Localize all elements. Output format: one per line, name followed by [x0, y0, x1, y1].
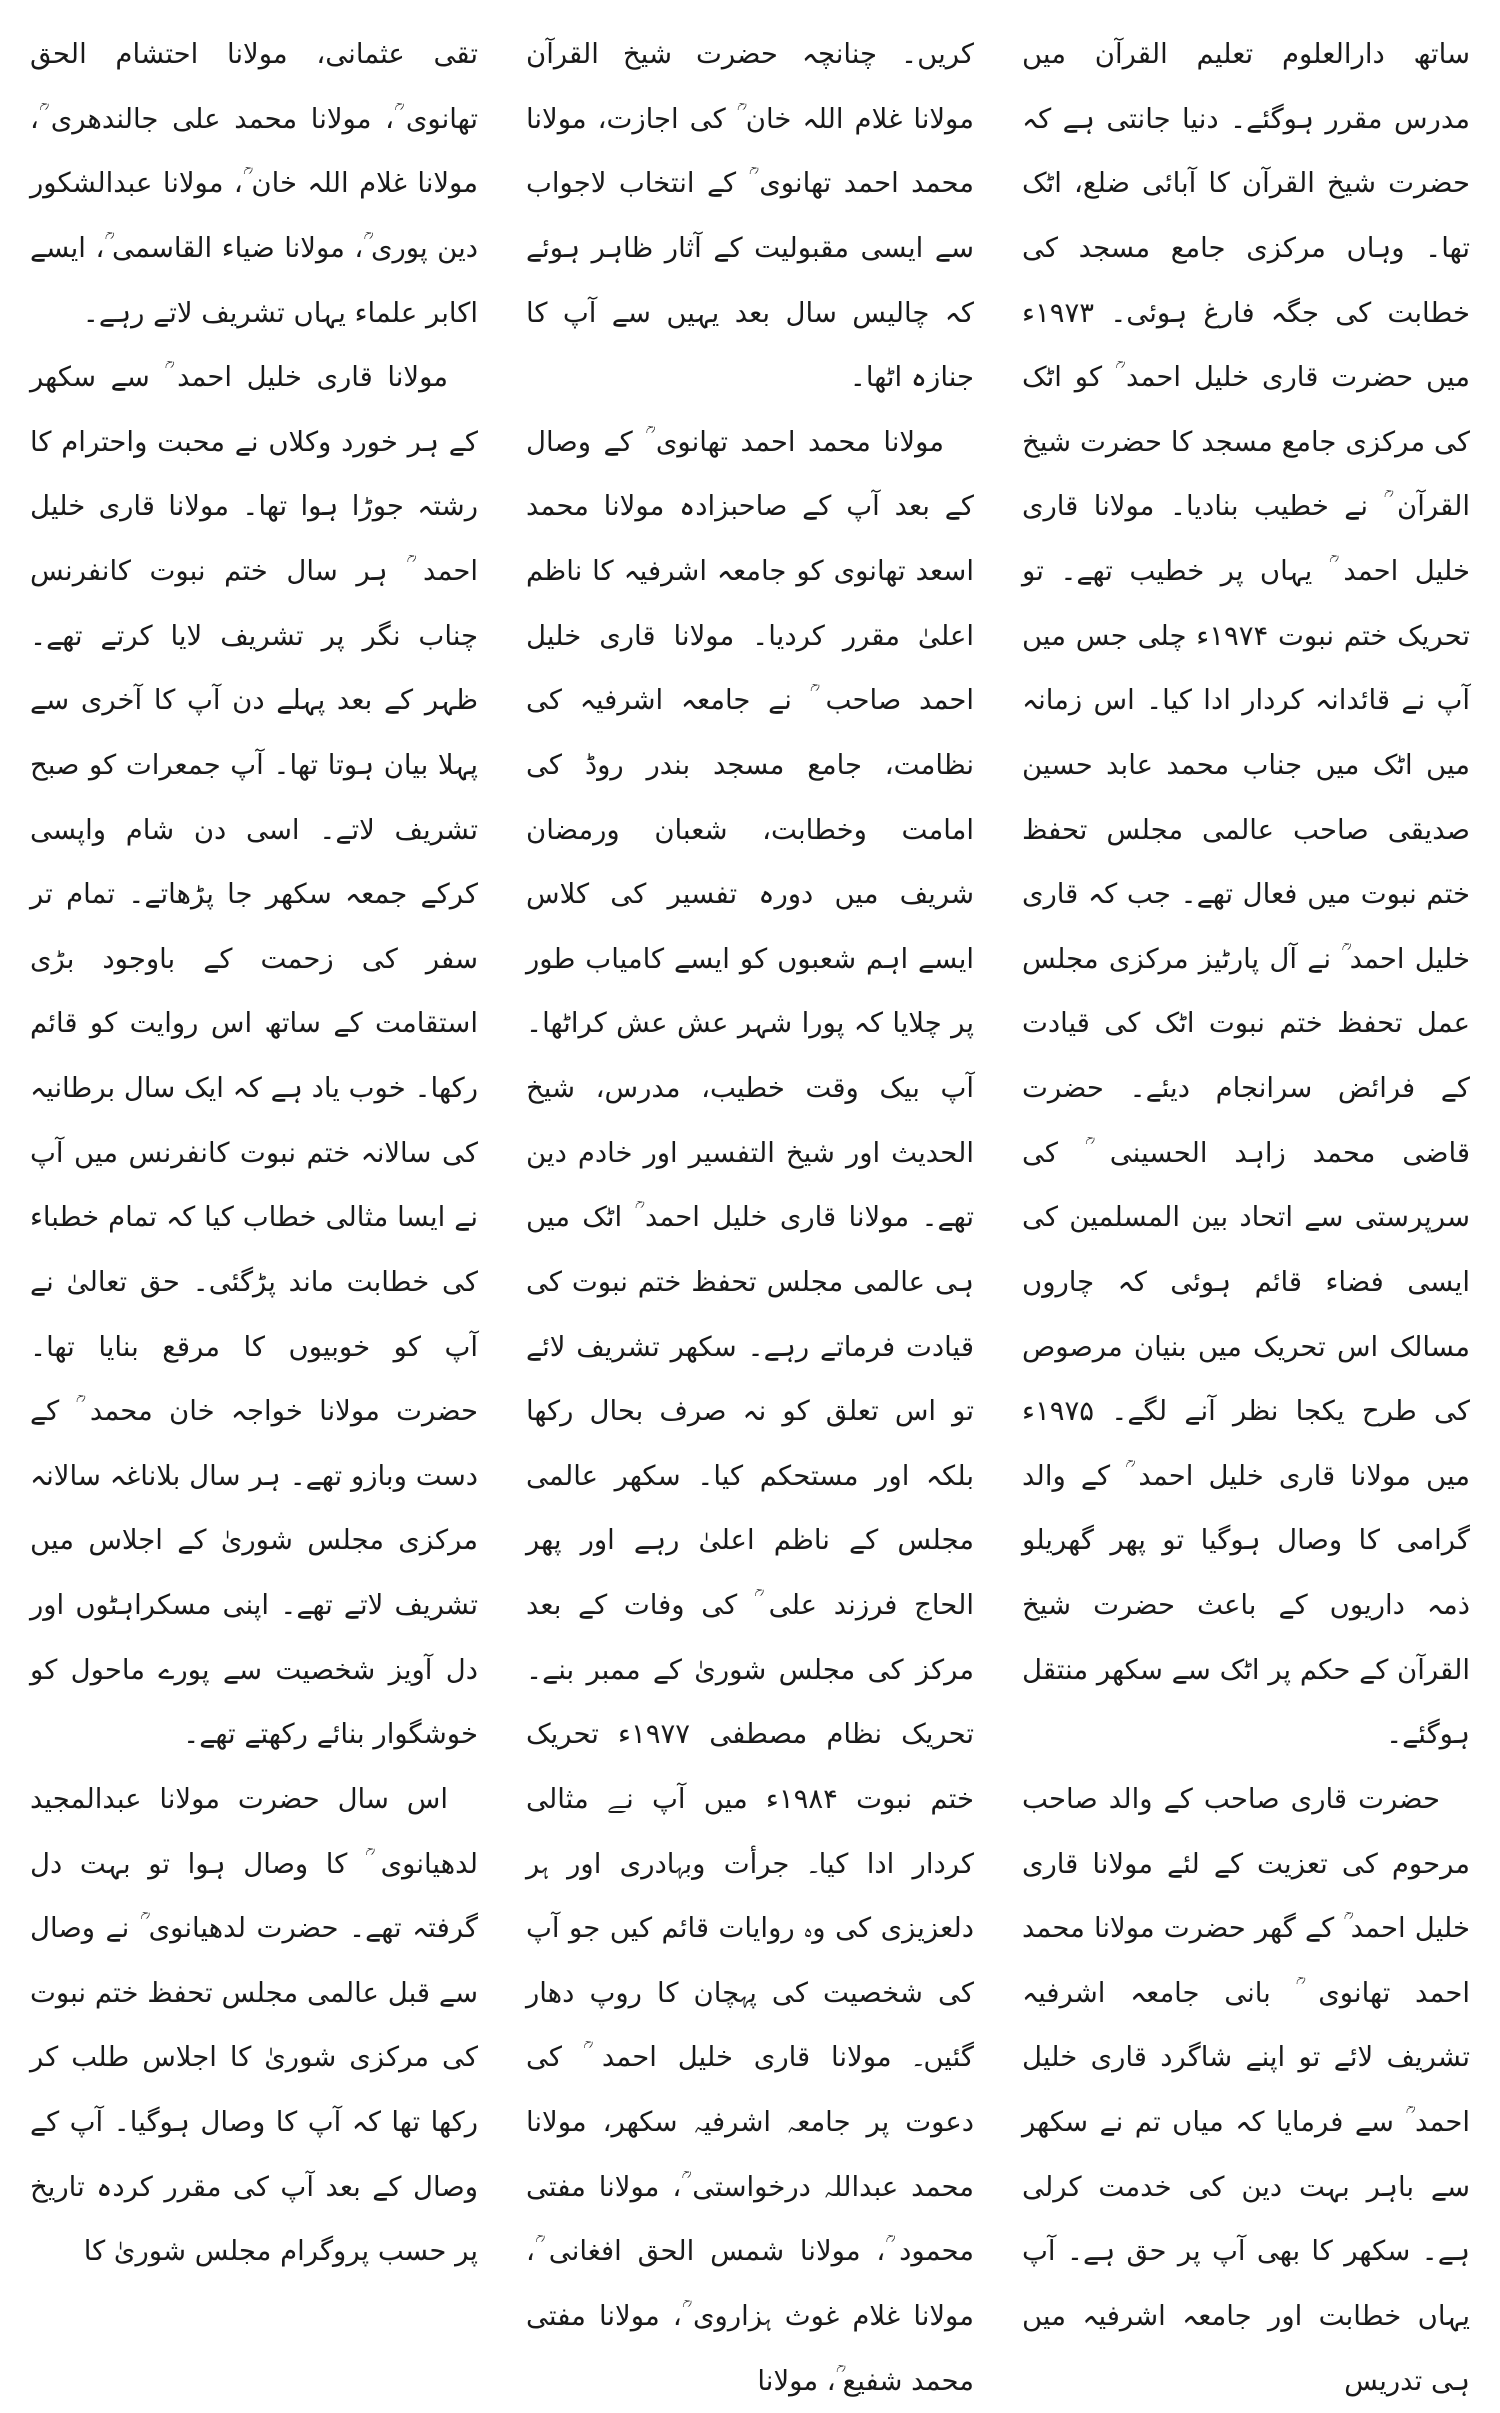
paragraph: حضرت قاری صاحب کے والد صاحب مرحوم کی تعزیت کے لئے مولانا قاری خلیل احمد ؒ کے گھر حضرت مولانا محمد احمد تھانوی ؒ بانی جامعہ اشرفیہ تشریف لائے تو اپنے شاگرد قاری خلیل احمد ؒ سے فرمایا کہ میاں تم نے سکھر سے باہر بہت دین کی خدمت کرلی ہے۔ سکھر کا بھی آپ پر حق ہے۔ آپ یہاں خطابت اور جامعہ اشرفیہ میں ہی تدریس	[1022, 1782, 1470, 2397]
paragraph: اس سال حضرت مولانا عبدالمجید لدھیانوی ؒ کا وصال ہوا تو بہت دل گرفتہ تھے۔ حضرت لدھیانوی ؒ نے وصال سے قبل عالمی مجلس تحفظ ختم نبوت کی مرکزی شوریٰ کا اجلاس طلب کر رکھا تھا کہ آپ کا وصال ہوگیا۔ آپ کے وصال کے بعد آپ کی مقرر کردہ تاریخ پر حسب پروگرام مجلس شوریٰ کا	[30, 1782, 478, 2268]
paragraph: مولانا قاری خلیل احمد ؒ سے سکھر کے ہر خورد وکلاں نے محبت واحترام کا رشتہ جوڑا ہوا تھا۔ مولانا قاری خلیل احمد ؒ ہر سال ختم نبوت کانفرنس چناب نگر پر تشریف لایا کرتے تھے۔ ظہر کے بعد پہلے دن آپ کا آخری سے پہلا بیان ہوتا تھا۔ آپ جمعرات کو صبح تشریف لاتے۔ اسی دن شام واپسی کرکے جمعہ سکھر جا پڑھاتے۔ تمام تر سفر کی زحمت کے باوجود بڑی استقامت کے ساتھ اس روایت کو قائم رکھا۔ خوب یاد ہے کہ ایک سال برطانیہ کی سالانہ ختم نبوت کانفرنس میں آپ نے ایسا مثالی خطاب کیا کہ تمام خطباء کی خطابت ماند پڑگئی۔ حق تعالیٰ نے آپ کو خوبیوں کا مرقع بنایا تھا۔ حضرت مولانا خواجہ خان محمد ؒ کے دست وبازو تھے۔ ہر سال بلاناغہ سالانہ مرکزی مجلس شوریٰ کے اجلاس میں تشریف لاتے تھے۔ اپنی مسکراہٹوں اور دل آویز شخصیت سے پورے ماحول کو خوشگوار بنائے رکھتے تھے۔	[29, 361, 478, 1751]
column-middle	[526, 22, 974, 2397]
paragraph: ساتھ دارالعلوم تعلیم القرآن میں مدرس مقرر ہوگئے۔ دنیا جانتی ہے کہ حضرت شیخ القرآن کا آبائی ضلع، اٹک تھا۔ وہاں مرکزی جامع مسجد کی خطابت کی جگہ فارغ ہوئی۔ ۱۹۷۳ء میں حضرت قاری خلیل احمد ؒ کو اٹک کی مرکزی جامع مسجد کا حضرت شیخ القرآن ؒ نے خطیب بنادیا۔ مولانا قاری خلیل احمد ؒ یہاں پر خطیب تھے۔ تو تحریک ختم نبوت ۱۹۷۴ء چلی جس میں آپ نے قائدانہ کردار ادا کیا۔ اس زمانہ میں اٹک میں جناب محمد عابد حسین صدیقی صاحب عالمی مجلس تحفظ ختم نبوت میں فعال تھے۔ جب کہ قاری خلیل احمد ؒ نے آل پارٹیز مرکزی مجلس عمل تحفظ ختم نبوت اٹک کی قیادت کے فرائض سرانجام دیئے۔ حضرت قاضی محمد زاہد الحسینی ؒ کی سرپرستی سے اتحاد بین المسلمین کی ایسی فضاء قائم ہوئی کہ چاروں مسالک اس تحریک میں بنیان مرصوص کی طرح یکجا نظر آنے لگے۔ ۱۹۷۵ء میں مولانا قاری خلیل احمد ؒ کے والد گرامی کا وصال ہوگیا تو پھر گھریلو ذمہ داریوں کے باعث حضرت شیخ القرآن کے حکم پر اٹک سے سکھر منتقل ہوگئے۔	[1022, 38, 1471, 1751]
paragraph: مولانا محمد احمد تھانوی ؒ کے وصال کے بعد آپ کے صاحبزادہ مولانا محمد اسعد تھانوی کو جامعہ اشرفیہ کا ناظم اعلیٰ مقرر کردیا۔ مولانا قاری خلیل احمد صاحب ؒ نے جامعہ اشرفیہ کی نظامت، جامع مسجد بندر روڈ کی امامت وخطابت، شعبان ورمضان شریف میں دورہ تفسیر کی کلاس ایسے اہم شعبوں کو ایسے کامیاب طور پر چلایا کہ پورا شہر عش عش کراٹھا۔ آپ بیک وقت خطیب، مدرس، شیخ الحدیث اور شیخ التفسیر اور خادم دین تھے۔ مولانا قاری خلیل احمد ؒ اٹک میں ہی عالمی مجلس تحفظ ختم نبوت کی قیادت فرماتے رہے۔ سکھر تشریف لائے تو اس تعلق کو نہ صرف بحال رکھا بلکہ اور مستحکم کیا۔ سکھر عالمی مجلس کے ناظم اعلیٰ رہے اور پھر الحاج فرزند علی ؒ کی وفات کے بعد مرکز کی مجلس شوریٰ کے ممبر بنے۔ تحریک نظام مصطفی ۱۹۷۷ء تحریک ختم نبوت ۱۹۸۴ء میں آپ نے مثالی کردار ادا کیا۔ جرأت وبہادری اور ہر دلعزیزی کی وہ روایات قائم کیں جو آپ کی شخصیت کی پہچان کا روپ دھار گئیں۔ مولانا قاری خلیل احمد ؒ کی دعوت پر جامعہ اشرفیہ سکھر، مولانا محمد عبداللہ درخواستی ؒ، مولانا مفتی محمود ؒ، مولانا شمس الحق افغانی ؒ، مولانا غلام غوث ہزاروی ؒ، مولانا مفتی محمد شفیع ؒ، مولانا	[526, 425, 974, 2397]
paragraph: کریں۔ چنانچہ حضرت شیخ القرآن مولانا غلام اللہ خان ؒ کی اجازت، مولانا محمد احمد تھانوی ؒ کے انتخاب لاجواب سے ایسی مقبولیت کے آثار ظاہر ہوئے کہ چالیس سال بعد یہیں سے آپ کا جنازہ اٹھا۔	[526, 38, 974, 394]
column-left	[29, 22, 478, 2268]
column-right	[1022, 22, 1471, 2397]
paragraph: تقی عثمانی، مولانا احتشام الحق تھانوی ؒ، مولانا محمد علی جالندھری ؒ، مولانا غلام اللہ خان ؒ، مولانا عبدالشکور دین پوری ؒ، مولانا ضیاء القاسمی ؒ، ایسے اکابر علماء یہاں تشریف لاتے رہے۔	[30, 38, 478, 329]
